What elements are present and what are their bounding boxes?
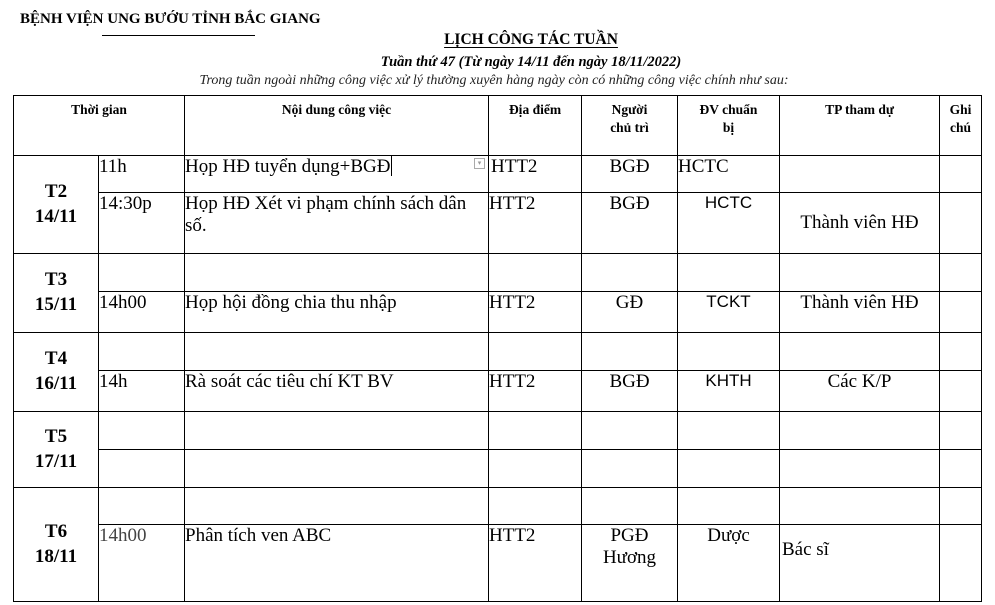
- prep-cell[interactable]: KHTH: [678, 371, 780, 412]
- attend-cell[interactable]: [780, 156, 940, 193]
- time-cell[interactable]: [99, 488, 185, 525]
- content-cell[interactable]: Họp HĐ Xét vi phạm chính sách dân số.: [185, 193, 489, 254]
- time-cell[interactable]: [99, 333, 185, 371]
- time-cell[interactable]: [99, 450, 185, 488]
- attend-cell[interactable]: [780, 450, 940, 488]
- place-cell[interactable]: HTT2: [489, 525, 582, 602]
- host-cell[interactable]: PGĐ Hương: [582, 525, 678, 602]
- prep-cell[interactable]: HCTC: [678, 156, 780, 193]
- intro-note: Trong tuần ngoài những công việc xử lý thường xuyên hàng ngày còn có những công việc chính như sau:: [199, 73, 789, 88]
- place-cell[interactable]: [489, 488, 582, 525]
- host-cell[interactable]: [582, 488, 678, 525]
- content-cell[interactable]: Họp hội đồng chia thu nhập: [185, 292, 489, 333]
- prep-cell[interactable]: TCKT: [678, 292, 780, 333]
- host-cell[interactable]: [582, 412, 678, 450]
- note-cell[interactable]: [940, 254, 982, 292]
- table-row: [14, 292, 982, 333]
- place-cell[interactable]: [489, 333, 582, 371]
- col-header-prep: ĐV chuẩn bị: [678, 96, 780, 156]
- content-cell[interactable]: [185, 333, 489, 371]
- table-row: [14, 525, 982, 602]
- col-header-place: Địa điểm: [489, 96, 582, 156]
- time-cell[interactable]: 14h00: [99, 525, 185, 602]
- table-row: [14, 412, 982, 450]
- table-row: [14, 371, 982, 412]
- document-title: LỊCH CÔNG TÁC TUẦN: [444, 31, 618, 48]
- content-cell[interactable]: [185, 254, 489, 292]
- place-cell[interactable]: HTT2: [489, 371, 582, 412]
- schedule-table: [13, 95, 982, 602]
- table-row: [14, 488, 982, 525]
- note-cell[interactable]: [940, 333, 982, 371]
- table-row: [14, 193, 982, 254]
- place-cell[interactable]: [489, 450, 582, 488]
- place-cell[interactable]: HTT2: [489, 292, 582, 333]
- time-cell[interactable]: [99, 412, 185, 450]
- content-cell[interactable]: Họp HĐ tuyển dụng+BGĐ ▾: [185, 156, 489, 193]
- attend-cell[interactable]: Thành viên HĐ: [780, 193, 940, 254]
- attend-cell[interactable]: Các K/P: [780, 371, 940, 412]
- content-cell[interactable]: [185, 450, 489, 488]
- chevron-down-icon[interactable]: ▾: [474, 158, 485, 169]
- note-cell[interactable]: [940, 525, 982, 602]
- attend-cell[interactable]: [780, 412, 940, 450]
- day-cell: T6 18/11: [14, 488, 99, 602]
- week-subtitle: Tuần thứ 47 (Từ ngày 14/11 đến ngày 18/11/2022): [380, 54, 682, 70]
- prep-cell[interactable]: [678, 412, 780, 450]
- prep-cell[interactable]: [678, 254, 780, 292]
- host-cell[interactable]: [582, 254, 678, 292]
- note-cell[interactable]: [940, 292, 982, 333]
- host-cell[interactable]: BGĐ: [582, 371, 678, 412]
- place-cell[interactable]: HTT2: [489, 193, 582, 254]
- table-row: [14, 156, 982, 193]
- hospital-name: BỆNH VIỆN UNG BƯỚU TỈNH BẮC GIANG: [20, 11, 321, 27]
- prep-cell[interactable]: HCTC: [678, 193, 780, 254]
- attend-cell[interactable]: Bác sĩ: [780, 525, 940, 602]
- note-cell[interactable]: [940, 371, 982, 412]
- content-cell[interactable]: Rà soát các tiêu chí KT BV: [185, 371, 489, 412]
- col-header-note: Ghi chú: [940, 96, 982, 156]
- text-cursor: [391, 156, 392, 176]
- prep-cell[interactable]: [678, 450, 780, 488]
- host-cell[interactable]: BGĐ: [582, 193, 678, 254]
- place-cell[interactable]: [489, 254, 582, 292]
- day-cell: T2 14/11: [14, 156, 99, 254]
- note-cell[interactable]: [940, 488, 982, 525]
- host-cell[interactable]: [582, 450, 678, 488]
- note-cell[interactable]: [940, 412, 982, 450]
- col-header-host: Người chủ trì: [582, 96, 678, 156]
- note-cell[interactable]: [940, 193, 982, 254]
- col-header-content: Nội dung công việc: [185, 96, 489, 156]
- prep-cell[interactable]: [678, 333, 780, 371]
- content-cell[interactable]: [185, 488, 489, 525]
- day-cell: T4 16/11: [14, 333, 99, 412]
- table-row: [14, 450, 982, 488]
- time-cell[interactable]: 11h: [99, 156, 185, 193]
- col-header-attend: TP tham dự: [780, 96, 940, 156]
- host-cell[interactable]: BGĐ: [582, 156, 678, 193]
- time-cell[interactable]: 14h: [99, 371, 185, 412]
- table-header-row: [14, 96, 982, 156]
- attend-cell[interactable]: [780, 333, 940, 371]
- host-cell[interactable]: GĐ: [582, 292, 678, 333]
- prep-cell[interactable]: [678, 488, 780, 525]
- place-cell[interactable]: HTT2: [489, 156, 582, 193]
- time-cell[interactable]: 14h00: [99, 292, 185, 333]
- attend-cell[interactable]: Thành viên HĐ: [780, 292, 940, 333]
- content-cell[interactable]: Phân tích ven ABC: [185, 525, 489, 602]
- table-row: [14, 333, 982, 371]
- content-cell[interactable]: [185, 412, 489, 450]
- prep-cell[interactable]: Dược: [678, 525, 780, 602]
- host-cell[interactable]: [582, 333, 678, 371]
- col-header-time: Thời gian: [14, 96, 185, 156]
- table-row: [14, 254, 982, 292]
- attend-cell[interactable]: [780, 488, 940, 525]
- day-cell: T3 15/11: [14, 254, 99, 333]
- note-cell[interactable]: [940, 450, 982, 488]
- note-cell[interactable]: [940, 156, 982, 193]
- place-cell[interactable]: [489, 412, 582, 450]
- attend-cell[interactable]: [780, 254, 940, 292]
- day-cell: T5 17/11: [14, 412, 99, 488]
- time-cell[interactable]: 14:30p: [99, 193, 185, 254]
- time-cell[interactable]: [99, 254, 185, 292]
